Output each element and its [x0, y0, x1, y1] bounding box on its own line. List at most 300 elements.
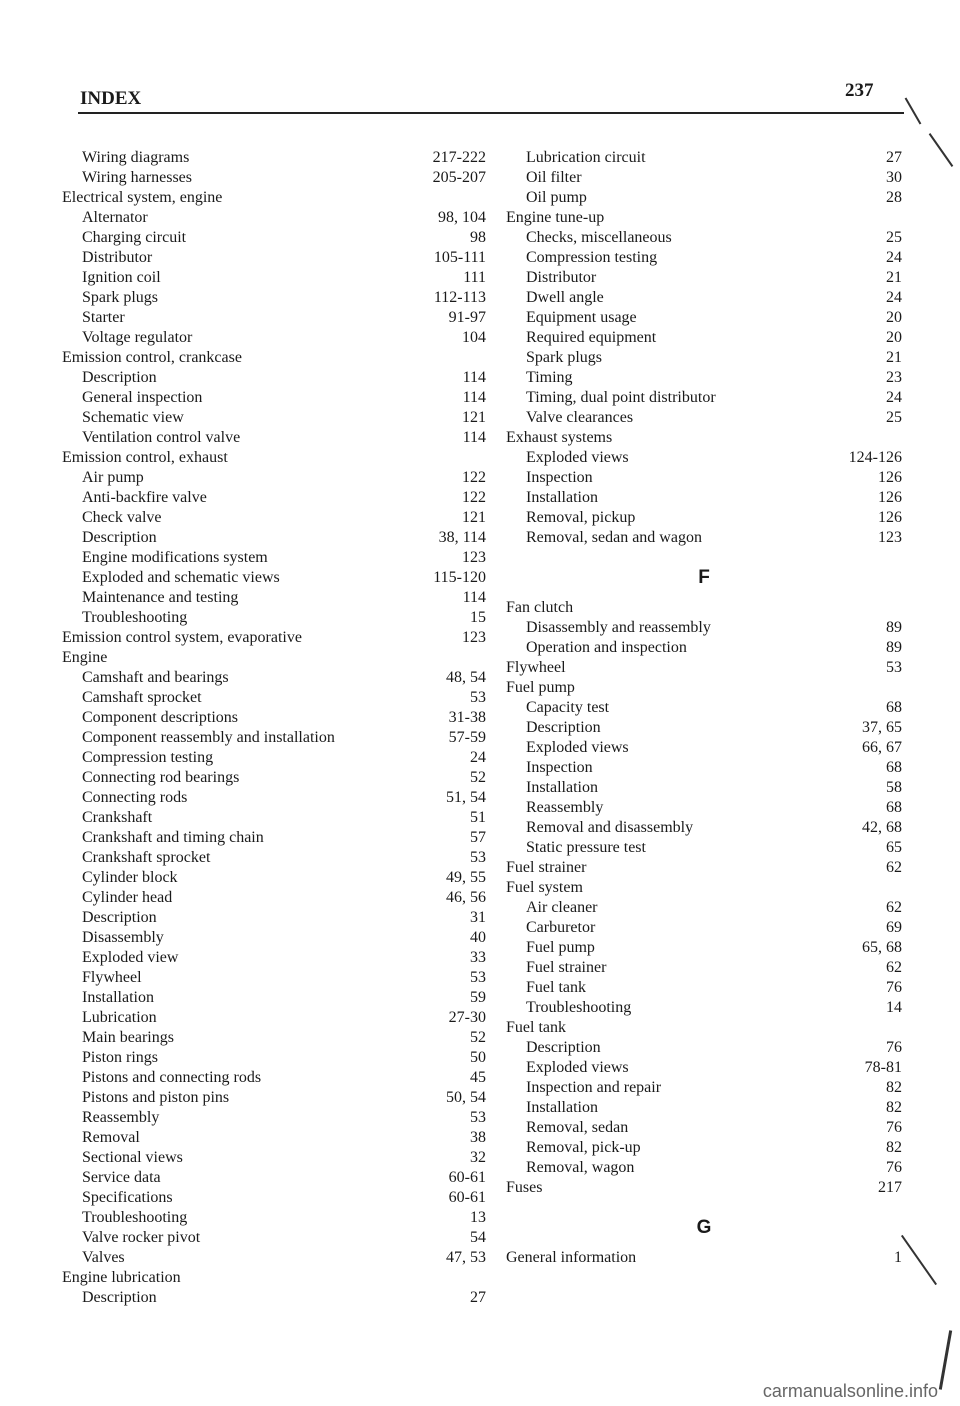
- index-entry-pages: 68: [886, 759, 902, 776]
- index-entry-pages: 30: [886, 169, 902, 186]
- index-entry-pages: 1: [894, 1249, 902, 1266]
- index-entry: [62, 728, 486, 748]
- index-entry: [62, 1248, 486, 1268]
- index-entry: [506, 428, 902, 448]
- index-entry-text: Connecting rod bearings: [82, 769, 240, 786]
- page-number: 237: [845, 80, 874, 101]
- index-entry: [506, 368, 902, 388]
- index-entry: [62, 908, 486, 928]
- index-entry-text: Inspection and repair: [526, 1079, 662, 1096]
- index-entry: [62, 888, 486, 908]
- index-entry: [62, 1148, 486, 1168]
- index-entry-text: Maintenance and testing: [82, 589, 239, 606]
- index-entry: [62, 468, 486, 488]
- index-entry: [62, 288, 486, 308]
- index-entry-text: Lubrication circuit: [526, 149, 646, 166]
- index-entry: [62, 1108, 486, 1128]
- index-entry-pages: 37, 65: [862, 719, 902, 736]
- index-entry: [506, 738, 902, 758]
- index-entry-pages: 20: [886, 309, 902, 326]
- index-entry: [62, 588, 486, 608]
- index-entry: [62, 708, 486, 728]
- index-entry-pages: 40: [470, 929, 486, 946]
- index-entry-pages: 76: [886, 1119, 902, 1136]
- index-entry: [506, 878, 902, 898]
- index-entry-text: Fuel pump: [506, 679, 575, 696]
- index-entry-text: Removal, pickup: [526, 509, 636, 526]
- index-entry: [62, 168, 486, 188]
- index-entry: [62, 488, 486, 508]
- index-entry-pages: 121: [462, 509, 486, 526]
- index-entry-text: Description: [82, 529, 157, 546]
- index-entry: [506, 718, 902, 738]
- index-entry-pages: 33: [470, 949, 486, 966]
- index-entry-pages: 52: [470, 769, 486, 786]
- index-entry-text: Exhaust systems: [506, 429, 613, 446]
- index-entry-pages: 98: [470, 229, 486, 246]
- index-entry-pages: 21: [886, 349, 902, 366]
- index-entry-text: Installation: [82, 989, 154, 1006]
- index-entry-text: Fuel strainer: [526, 959, 607, 976]
- index-entry: [506, 148, 902, 168]
- index-entry-text: Disassembly and reassembly: [526, 619, 711, 636]
- index-entry-text: Fuel strainer: [506, 859, 587, 876]
- index-entry-pages: 89: [886, 619, 902, 636]
- index-entry: [62, 1228, 486, 1248]
- index-entry-pages: 123: [462, 549, 486, 566]
- index-entry-pages: 114: [462, 369, 486, 386]
- index-entry: [62, 348, 486, 368]
- index-entry: [506, 838, 902, 858]
- index-entry-text: Pistons and connecting rods: [82, 1069, 262, 1086]
- index-entry-pages: 24: [886, 389, 902, 406]
- index-entry-text: Distributor: [526, 269, 597, 286]
- index-entry-pages: 111: [463, 269, 486, 286]
- index-entry-pages: 21: [886, 269, 902, 286]
- index-entry: [506, 1138, 902, 1158]
- index-entry-text: Exploded views: [526, 739, 629, 756]
- index-entry-pages: 82: [886, 1139, 902, 1156]
- index-entry-pages: 76: [886, 1159, 902, 1176]
- index-entry-text: Flywheel: [506, 659, 566, 676]
- index-entry-pages: 59: [470, 989, 486, 1006]
- index-entry-pages: 51: [470, 809, 486, 826]
- index-entry-pages: 60-61: [448, 1169, 486, 1186]
- index-entry-text: Crankshaft sprocket: [82, 849, 211, 866]
- index-entry: [506, 798, 902, 818]
- page-header-title: INDEX: [80, 88, 142, 109]
- index-entry: [506, 508, 902, 528]
- index-entry: [506, 1248, 902, 1268]
- index-entry-text: Installation: [526, 779, 598, 796]
- index-entry-text: Air cleaner: [526, 899, 598, 916]
- index-entry-pages: 78-81: [864, 1059, 902, 1076]
- index-entry-text: Checks, miscellaneous: [526, 229, 672, 246]
- index-entry-pages: 123: [878, 529, 902, 546]
- index-entry-text: Engine modifications system: [82, 549, 268, 566]
- index-entry-pages: 31-38: [448, 709, 486, 726]
- index-entry: [62, 988, 486, 1008]
- index-entry-pages: 65, 68: [862, 939, 902, 956]
- index-entry: [62, 208, 486, 228]
- index-entry-pages: 66, 67: [862, 739, 902, 756]
- index-entry-text: Fuel pump: [526, 939, 595, 956]
- index-entry-text: Crankshaft and timing chain: [82, 829, 264, 846]
- index-entry-text: Service data: [82, 1169, 161, 1186]
- index-entry-pages: 121: [462, 409, 486, 426]
- index-entry-pages: 53: [470, 969, 486, 986]
- index-entry-text: Charging circuit: [82, 229, 187, 246]
- index-entry-text: Anti-backfire valve: [82, 489, 207, 506]
- index-entry: [506, 1038, 902, 1058]
- index-entry-text: Component reassembly and installation: [82, 729, 335, 746]
- index-entry-text: Starter: [82, 309, 125, 326]
- index-entry-text: Description: [82, 909, 157, 926]
- footer-watermark: carmanualsonline.info: [762, 1381, 938, 1401]
- index-entry-text: Wiring harnesses: [82, 169, 192, 186]
- index-entry: [62, 928, 486, 948]
- index-entry-text: Exploded and schematic views: [82, 569, 280, 586]
- index-entry: [506, 488, 902, 508]
- index-entry-text: Engine: [62, 649, 108, 666]
- index-entry: [506, 678, 902, 698]
- index-entry-pages: 42, 68: [862, 819, 902, 836]
- index-entry: [62, 628, 486, 648]
- index-entry-pages: 50, 54: [446, 1089, 486, 1106]
- index-entry: [506, 778, 902, 798]
- index-entry-text: General information: [506, 1249, 637, 1266]
- index-entry: [62, 608, 486, 628]
- index-entry-text: Distributor: [82, 249, 153, 266]
- index-entry-text: Troubleshooting: [526, 999, 632, 1016]
- index-column-left: [62, 148, 486, 1308]
- index-entry-pages: 126: [878, 489, 902, 506]
- index-entry: [506, 958, 902, 978]
- index-entry: [62, 648, 486, 668]
- index-entry-pages: 57-59: [448, 729, 486, 746]
- index-entry-text: Compression testing: [82, 749, 214, 766]
- index-entry: [62, 968, 486, 988]
- index-entry: [62, 1268, 486, 1288]
- index-entry: [62, 308, 486, 328]
- index-entry-pages: 205-207: [432, 169, 486, 186]
- index-entry-pages: 38, 114: [438, 529, 486, 546]
- index-entry-pages: 76: [886, 979, 902, 996]
- index-entry: [506, 1098, 902, 1118]
- index-entry: [62, 1088, 486, 1108]
- index-entry-text: Pistons and piston pins: [82, 1089, 230, 1106]
- index-entry-text: Timing, dual point distributor: [526, 389, 716, 406]
- index-entry-text: Cylinder head: [82, 889, 173, 906]
- index-entry-text: Removal, sedan and wagon: [526, 529, 702, 546]
- index-entry-text: Ignition coil: [82, 269, 161, 286]
- index-entry-text: Carburetor: [526, 919, 596, 936]
- index-entry: [506, 188, 902, 208]
- index-entry-pages: 122: [462, 489, 486, 506]
- index-entry-pages: 60-61: [448, 1189, 486, 1206]
- index-entry: [506, 288, 902, 308]
- index-entry-text: Lubrication: [82, 1009, 157, 1026]
- scan-mark: [901, 1235, 937, 1285]
- index-entry-text: Inspection: [526, 759, 593, 776]
- index-entry: [506, 938, 902, 958]
- index-entry-pages: 53: [470, 689, 486, 706]
- index-entry: [62, 228, 486, 248]
- index-entry: [506, 528, 902, 548]
- index-entry-text: Crankshaft: [82, 809, 153, 826]
- index-entry-pages: 24: [886, 249, 902, 266]
- index-entry: [506, 448, 902, 468]
- index-entry-text: Alternator: [82, 209, 148, 226]
- index-entry-pages: 25: [886, 229, 902, 246]
- index-entry-pages: 53: [886, 659, 902, 676]
- index-entry: [506, 1118, 902, 1138]
- index-entry: [62, 368, 486, 388]
- index-entry-pages: 91-97: [448, 309, 486, 326]
- index-entry-text: Wiring diagrams: [82, 149, 190, 166]
- index-entry-text: Oil filter: [526, 169, 582, 186]
- index-entry: [62, 1168, 486, 1188]
- index-entry: [62, 508, 486, 528]
- index-entry-text: Cylinder block: [82, 869, 178, 886]
- index-entry-text: Piston rings: [82, 1049, 159, 1066]
- index-entry-text: Camshaft and bearings: [82, 669, 229, 686]
- index-entry-text: Spark plugs: [526, 349, 602, 366]
- section-letter-g: G: [696, 1217, 712, 1238]
- index-entry-pages: 123: [462, 629, 486, 646]
- index-entry-pages: 48, 54: [446, 669, 486, 686]
- index-entry-pages: 58: [886, 779, 902, 796]
- index-entry: [62, 1128, 486, 1148]
- index-column-right: [506, 148, 902, 1268]
- index-entry-pages: 114: [462, 589, 486, 606]
- index-entry: [506, 468, 902, 488]
- index-entry-text: Schematic view: [82, 409, 184, 426]
- index-entry-pages: 27: [470, 1289, 486, 1306]
- index-entry: [506, 248, 902, 268]
- index-entry: [62, 548, 486, 568]
- index-entry: [506, 658, 902, 678]
- index-entry-pages: 68: [886, 699, 902, 716]
- index-entry: [506, 818, 902, 838]
- index-entry-text: Troubleshooting: [82, 1209, 188, 1226]
- index-entry: [62, 788, 486, 808]
- index-entry-pages: 89: [886, 639, 902, 656]
- index-entry-pages: 27: [886, 149, 902, 166]
- index-entry-pages: 31: [470, 909, 486, 926]
- index-entry-text: Compression testing: [526, 249, 658, 266]
- index-entry: [62, 188, 486, 208]
- index-entry-pages: 25: [886, 409, 902, 426]
- index-entry-text: Required equipment: [526, 329, 657, 346]
- index-entry: [506, 1158, 902, 1178]
- index-entry: [506, 388, 902, 408]
- index-entry-text: Removal: [82, 1129, 140, 1146]
- index-entry-pages: 52: [470, 1029, 486, 1046]
- index-entry: [62, 848, 486, 868]
- index-entry-text: Removal, pick-up: [526, 1139, 641, 1156]
- index-entry-pages: 126: [878, 469, 902, 486]
- index-entry: [506, 328, 902, 348]
- index-entry-text: Voltage regulator: [82, 329, 193, 346]
- index-entry-text: Static pressure test: [526, 839, 646, 856]
- scan-mark: [929, 133, 954, 167]
- index-entry-text: Description: [526, 719, 601, 736]
- section-letter-f: F: [698, 567, 710, 588]
- index-entry: [62, 268, 486, 288]
- index-entry-text: Spark plugs: [82, 289, 158, 306]
- index-entry: [506, 918, 902, 938]
- index-entry-text: Description: [82, 1289, 157, 1306]
- index-entry-pages: 53: [470, 849, 486, 866]
- index-entry-text: Ventilation control valve: [82, 429, 241, 446]
- index-entry: [62, 688, 486, 708]
- index-entry-pages: 62: [886, 899, 902, 916]
- index-entry: [62, 1188, 486, 1208]
- header-rule: [78, 112, 904, 114]
- index-entry-text: Component descriptions: [82, 709, 238, 726]
- index-entry-text: Valve rocker pivot: [82, 1229, 201, 1246]
- index-entry: [62, 1208, 486, 1228]
- index-entry-pages: 53: [470, 1109, 486, 1126]
- index-entry-text: Fuses: [506, 1179, 543, 1196]
- index-entry: [506, 268, 902, 288]
- index-entry: [62, 808, 486, 828]
- index-entry-text: Fuel tank: [506, 1019, 566, 1036]
- index-entry-pages: 32: [470, 1149, 486, 1166]
- index-entry-pages: 27-30: [448, 1009, 486, 1026]
- index-entry-pages: 13: [470, 1209, 486, 1226]
- index-entry-text: Fuel system: [506, 879, 583, 896]
- index-entry: [62, 328, 486, 348]
- index-entry: [62, 1288, 486, 1308]
- index-entry-text: Main bearings: [82, 1029, 174, 1046]
- scan-mark: [939, 1330, 952, 1390]
- index-entry-pages: 38: [470, 1129, 486, 1146]
- index-entry: [62, 948, 486, 968]
- index-entry-pages: 105-111: [433, 249, 486, 266]
- index-entry-pages: 69: [886, 919, 902, 936]
- index-entry: [62, 568, 486, 588]
- index-entry-text: Installation: [526, 1099, 598, 1116]
- index-entry-text: Engine tune-up: [506, 209, 605, 226]
- index-entry-text: Fan clutch: [506, 599, 574, 616]
- index-entry-pages: 45: [470, 1069, 486, 1086]
- index-entry: [62, 1028, 486, 1048]
- index-entry: [62, 828, 486, 848]
- index-entry-pages: 76: [886, 1039, 902, 1056]
- index-entry: [62, 408, 486, 428]
- index-entry-text: Dwell angle: [526, 289, 604, 306]
- index-entry-pages: 65: [886, 839, 902, 856]
- index-entry-text: Sectional views: [82, 1149, 183, 1166]
- index-entry: [62, 748, 486, 768]
- index-entry-pages: 217-222: [432, 149, 486, 166]
- index-entry: [506, 698, 902, 718]
- index-entry: [506, 618, 902, 638]
- index-entry-text: Oil pump: [526, 189, 587, 206]
- index-entry-text: Fuel tank: [526, 979, 586, 996]
- index-entry: [506, 208, 902, 228]
- index-entry-pages: 82: [886, 1079, 902, 1096]
- index-entry-text: Removal, sedan: [526, 1119, 629, 1136]
- index-entry: [506, 168, 902, 188]
- index-entry: [506, 858, 902, 878]
- index-entry-pages: 62: [886, 959, 902, 976]
- index-entry-text: Specifications: [82, 1189, 173, 1206]
- index-entry-text: Connecting rods: [82, 789, 188, 806]
- index-entry-text: Removal, wagon: [526, 1159, 635, 1176]
- index-entry-pages: 50: [470, 1049, 486, 1066]
- index-entry-pages: 51, 54: [446, 789, 486, 806]
- index-entry-text: Flywheel: [82, 969, 142, 986]
- index-entry-text: Description: [82, 369, 157, 386]
- index-entry-pages: 46, 56: [446, 889, 486, 906]
- index-entry-pages: 49, 55: [446, 869, 486, 886]
- index-entry-text: Exploded views: [526, 449, 629, 466]
- index-entry: [506, 758, 902, 778]
- index-entry-text: Removal and disassembly: [526, 819, 694, 836]
- index-entry: [62, 148, 486, 168]
- index-entry-text: Timing: [526, 369, 573, 386]
- index-entry: [506, 1018, 902, 1038]
- index-entry-text: Emission control, crankcase: [62, 349, 242, 366]
- index-entry-pages: 28: [886, 189, 902, 206]
- index-entry-pages: 23: [886, 369, 902, 386]
- index-entry: [62, 1048, 486, 1068]
- index-entry-pages: 47, 53: [446, 1249, 486, 1266]
- index-entry-text: Engine lubrication: [62, 1269, 181, 1286]
- index-entry: [62, 668, 486, 688]
- index-entry-pages: 68: [886, 799, 902, 816]
- index-entry-text: Installation: [526, 489, 598, 506]
- index-entry-text: Exploded view: [82, 949, 179, 966]
- index-entry: [62, 428, 486, 448]
- index-entry: [506, 598, 902, 618]
- index-entry: [506, 1058, 902, 1078]
- index-entry: [506, 898, 902, 918]
- index-entry: [506, 228, 902, 248]
- index-entry-pages: 217: [878, 1179, 902, 1196]
- index-entry-text: Emission control, exhaust: [62, 449, 228, 466]
- index-entry: [62, 528, 486, 548]
- scan-mark: [905, 98, 922, 125]
- index-entry-text: Electrical system, engine: [62, 189, 223, 206]
- index-entry-pages: 122: [462, 469, 486, 486]
- index-entry-pages: 126: [878, 509, 902, 526]
- index-entry-text: Disassembly: [82, 929, 164, 946]
- index-entry: [506, 308, 902, 328]
- index-entry-pages: 57: [470, 829, 486, 846]
- index-entry-pages: 82: [886, 1099, 902, 1116]
- index-entry-pages: 98, 104: [438, 209, 486, 226]
- index-entry-text: Camshaft sprocket: [82, 689, 202, 706]
- index-entry-pages: 114: [462, 389, 486, 406]
- index-entry-pages: 112-113: [433, 289, 486, 306]
- index-entry-text: Capacity test: [526, 699, 610, 716]
- index-entry-pages: 15: [470, 609, 486, 626]
- index-entry: [62, 1068, 486, 1088]
- index-entry-pages: 124-126: [848, 449, 902, 466]
- index-entry-text: Air pump: [82, 469, 144, 486]
- index-entry-pages: 20: [886, 329, 902, 346]
- index-entry: [62, 1008, 486, 1028]
- index-entry-text: Check valve: [82, 509, 162, 526]
- index-entry: [506, 1178, 902, 1198]
- index-entry: [62, 868, 486, 888]
- index-entry-text: Reassembly: [82, 1109, 160, 1126]
- index-entry-pages: 115-120: [433, 569, 486, 586]
